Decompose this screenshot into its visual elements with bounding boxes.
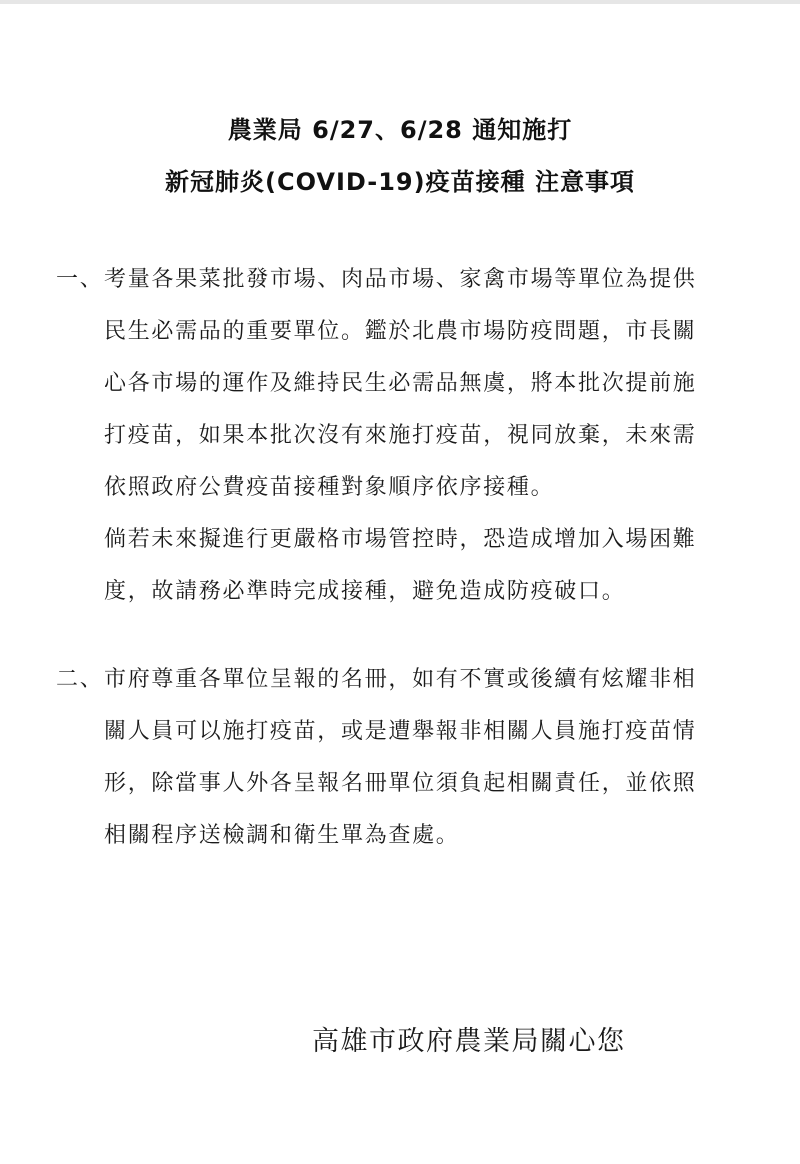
- section-2-number: 二、: [56, 667, 104, 692]
- section-2-line-4: 相關程序送檢調和衛生單為查處。: [104, 823, 460, 848]
- document-title-line-2: 新冠肺炎(COVID-19)疫苗接種 注意事項: [165, 168, 635, 196]
- top-border: [0, 0, 800, 4]
- section-1-line-6: 倘若未來擬進行更嚴格市場管控時，恐造成增加入場困難: [104, 527, 697, 552]
- signature: 高雄市政府農業局關心您: [312, 1026, 626, 1057]
- section-2-line-1: 市府尊重各單位呈報的名冊，如有不實或後續有炫耀非相: [104, 667, 697, 692]
- section-1-line-4: 打疫苗，如果本批次沒有來施打疫苗，視同放棄，未來需: [104, 423, 697, 448]
- document-title-line-1: 農業局 6/27、6/28 通知施打: [227, 116, 573, 144]
- section-1-line-1: 考量各果菜批發市場、肉品市場、家禽市場等單位為提供: [104, 267, 697, 292]
- section-1-number: 一、: [56, 267, 104, 292]
- section-1-line-2: 民生必需品的重要單位。鑑於北農市場防疫問題，市長關: [104, 319, 697, 344]
- section-1-line-7: 度，故請務必準時完成接種，避免造成防疫破口。: [104, 579, 626, 604]
- section-1-line-3: 心各市場的運作及維持民生必需品無虞，將本批次提前施: [104, 371, 697, 396]
- section-1-line-5: 依照政府公費疫苗接種對象順序依序接種。: [104, 475, 555, 500]
- section-2-line-2: 關人員可以施打疫苗，或是遭舉報非相關人員施打疫苗情: [104, 719, 697, 744]
- section-2-line-3: 形，除當事人外各呈報名冊單位須負起相關責任，並依照: [104, 771, 697, 796]
